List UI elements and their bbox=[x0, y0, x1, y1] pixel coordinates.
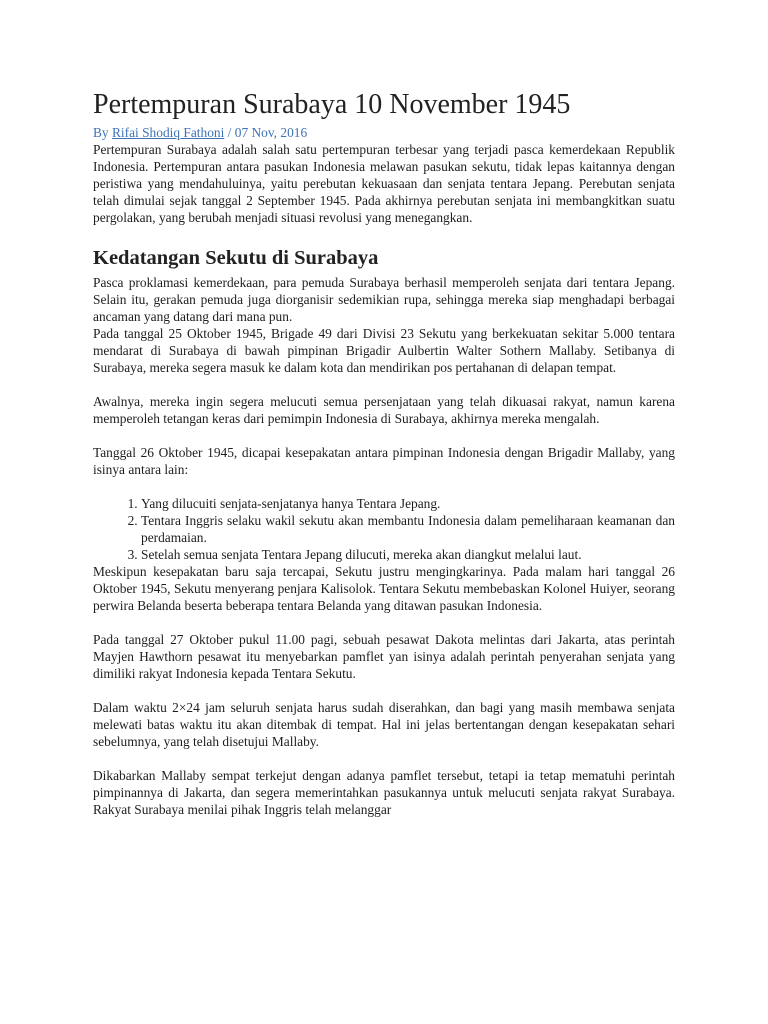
list-item: 2. Tentara Inggris selaku wakil sekutu akan membantu Indonesia dalam pemeliharaan keamanan dan perdamaian. bbox=[141, 512, 675, 546]
paragraph-5: Meskipun kesepakatan baru saja tercapai, Sekutu justru mengingkarinya. Pada malam hari tanggal 26 Oktober 1945, Sekutu menyerang penjara Kalisolok. Tentara Sekutu membebaskan Kolonel Huiyer, seorang perwira Belanda beserta beberapa tentara Belanda yang ditawan pasukan Indonesia. bbox=[93, 564, 675, 613]
paragraph-7: Dalam waktu 2×24 jam seluruh senjata harus sudah diserahkan, dan bagi yang masih membawa senjata melewati batas waktu itu akan ditembak di tempat. Hal ini jelas bertentangan dengan kesepakatan sehari sebelumnya, yang telah disetujui Mallaby. bbox=[93, 700, 675, 749]
paragraph-4: Tanggal 26 Oktober 1945, dicapai kesepakatan antara pimpinan Indonesia dengan Brigadir Mallaby, yang isinya antara lain: bbox=[93, 445, 675, 477]
section-heading: Kedatangan Sekutu di Surabaya bbox=[93, 247, 379, 269]
paragraph-3: Awalnya, mereka ingin segera melucuti semua persenjataan yang telah dikuasai rakyat, namun karena memperoleh tetangan keras dari pemimpin Indonesia di Surabaya, akhirnya mereka mengalah. bbox=[93, 394, 675, 426]
intro-paragraph: Pertempuran Surabaya adalah salah satu pertempuran terbesar yang terjadi pasca kemerdekaan Republik Indonesia. Pertempuran antara pasukan Indonesia melawan pasukan sekutu, tidak lepas kaitannya dengan peristiwa yang mendahuluinya, yaitu perebutan kekuasaan dan senjata tentara Jepang. Perebutan senjata telah dimulai sejak tanggal 2 September 1945. Pada akhirnya perebutan senjata ini membangkitkan suatu pergolakan, yang berubah menjadi situasi revolusi yang menegangkan. bbox=[93, 142, 675, 225]
paragraph-6: Pada tanggal 27 Oktober pukul 11.00 pagi, sebuah pesawat Dakota melintas dari Jakarta, atas perintah Mayjen Hawthorn pesawat itu menyebarkan pamflet yan isinya adalah perintah penyerahan senjata yang dimiliki rakyat Indonesia kepada Tentara Sekutu. bbox=[93, 632, 675, 681]
article bbox=[93, 88, 675, 818]
byline-prefix: By bbox=[93, 125, 112, 140]
list-item: 1. Yang dilucuiti senjata-senjatanya hanya Tentara Jepang. bbox=[141, 495, 675, 512]
byline bbox=[93, 124, 675, 141]
paragraph-8: Dikabarkan Mallaby sempat terkejut dengan adanya pamflet tersebut, tetapi ia tetap mematuhi perintah pimpinannya di Jakarta, dan segera memerintahkan pasukannya untuk melucuti senjata rakyat Surabaya. Rakyat Surabaya menilai pihak Inggris telah melanggar bbox=[93, 768, 675, 817]
article-title: Pertempuran Surabaya 10 November 1945 bbox=[93, 89, 571, 120]
byline-separator: / bbox=[224, 125, 235, 140]
paragraph-2: Pada tanggal 25 Oktober 1945, Brigade 49 dari Divisi 23 Sekutu yang berkekuatan sekitar 5.000 tentara mendarat di Surabaya di bawah pimpinan Brigadir Aulbertin Walter Sothern Mallaby. Setibanya di Surabaya, mereka segera masuk ke dalam kota dan mendirikan pos pertahanan di delapan tempat. bbox=[93, 326, 675, 375]
list-item: 3. Setelah semua senjata Tentara Jepang dilucuti, mereka akan diangkut melalui laut. bbox=[141, 546, 675, 563]
agreement-list bbox=[93, 495, 675, 563]
author-link[interactable]: Rifai Shodiq Fathoni bbox=[111, 125, 225, 140]
paragraph-1: Pasca proklamasi kemerdekaan, para pemuda Surabaya berhasil memperoleh senjata dari tentara Jepang. Selain itu, gerakan pemuda juga diorganisir sedemikian rupa, sehingga mereka siap menghadapi berbagai ancaman yang datang dari mana pun. bbox=[93, 275, 675, 324]
publish-date: 07 Nov, 2016 bbox=[234, 125, 308, 140]
